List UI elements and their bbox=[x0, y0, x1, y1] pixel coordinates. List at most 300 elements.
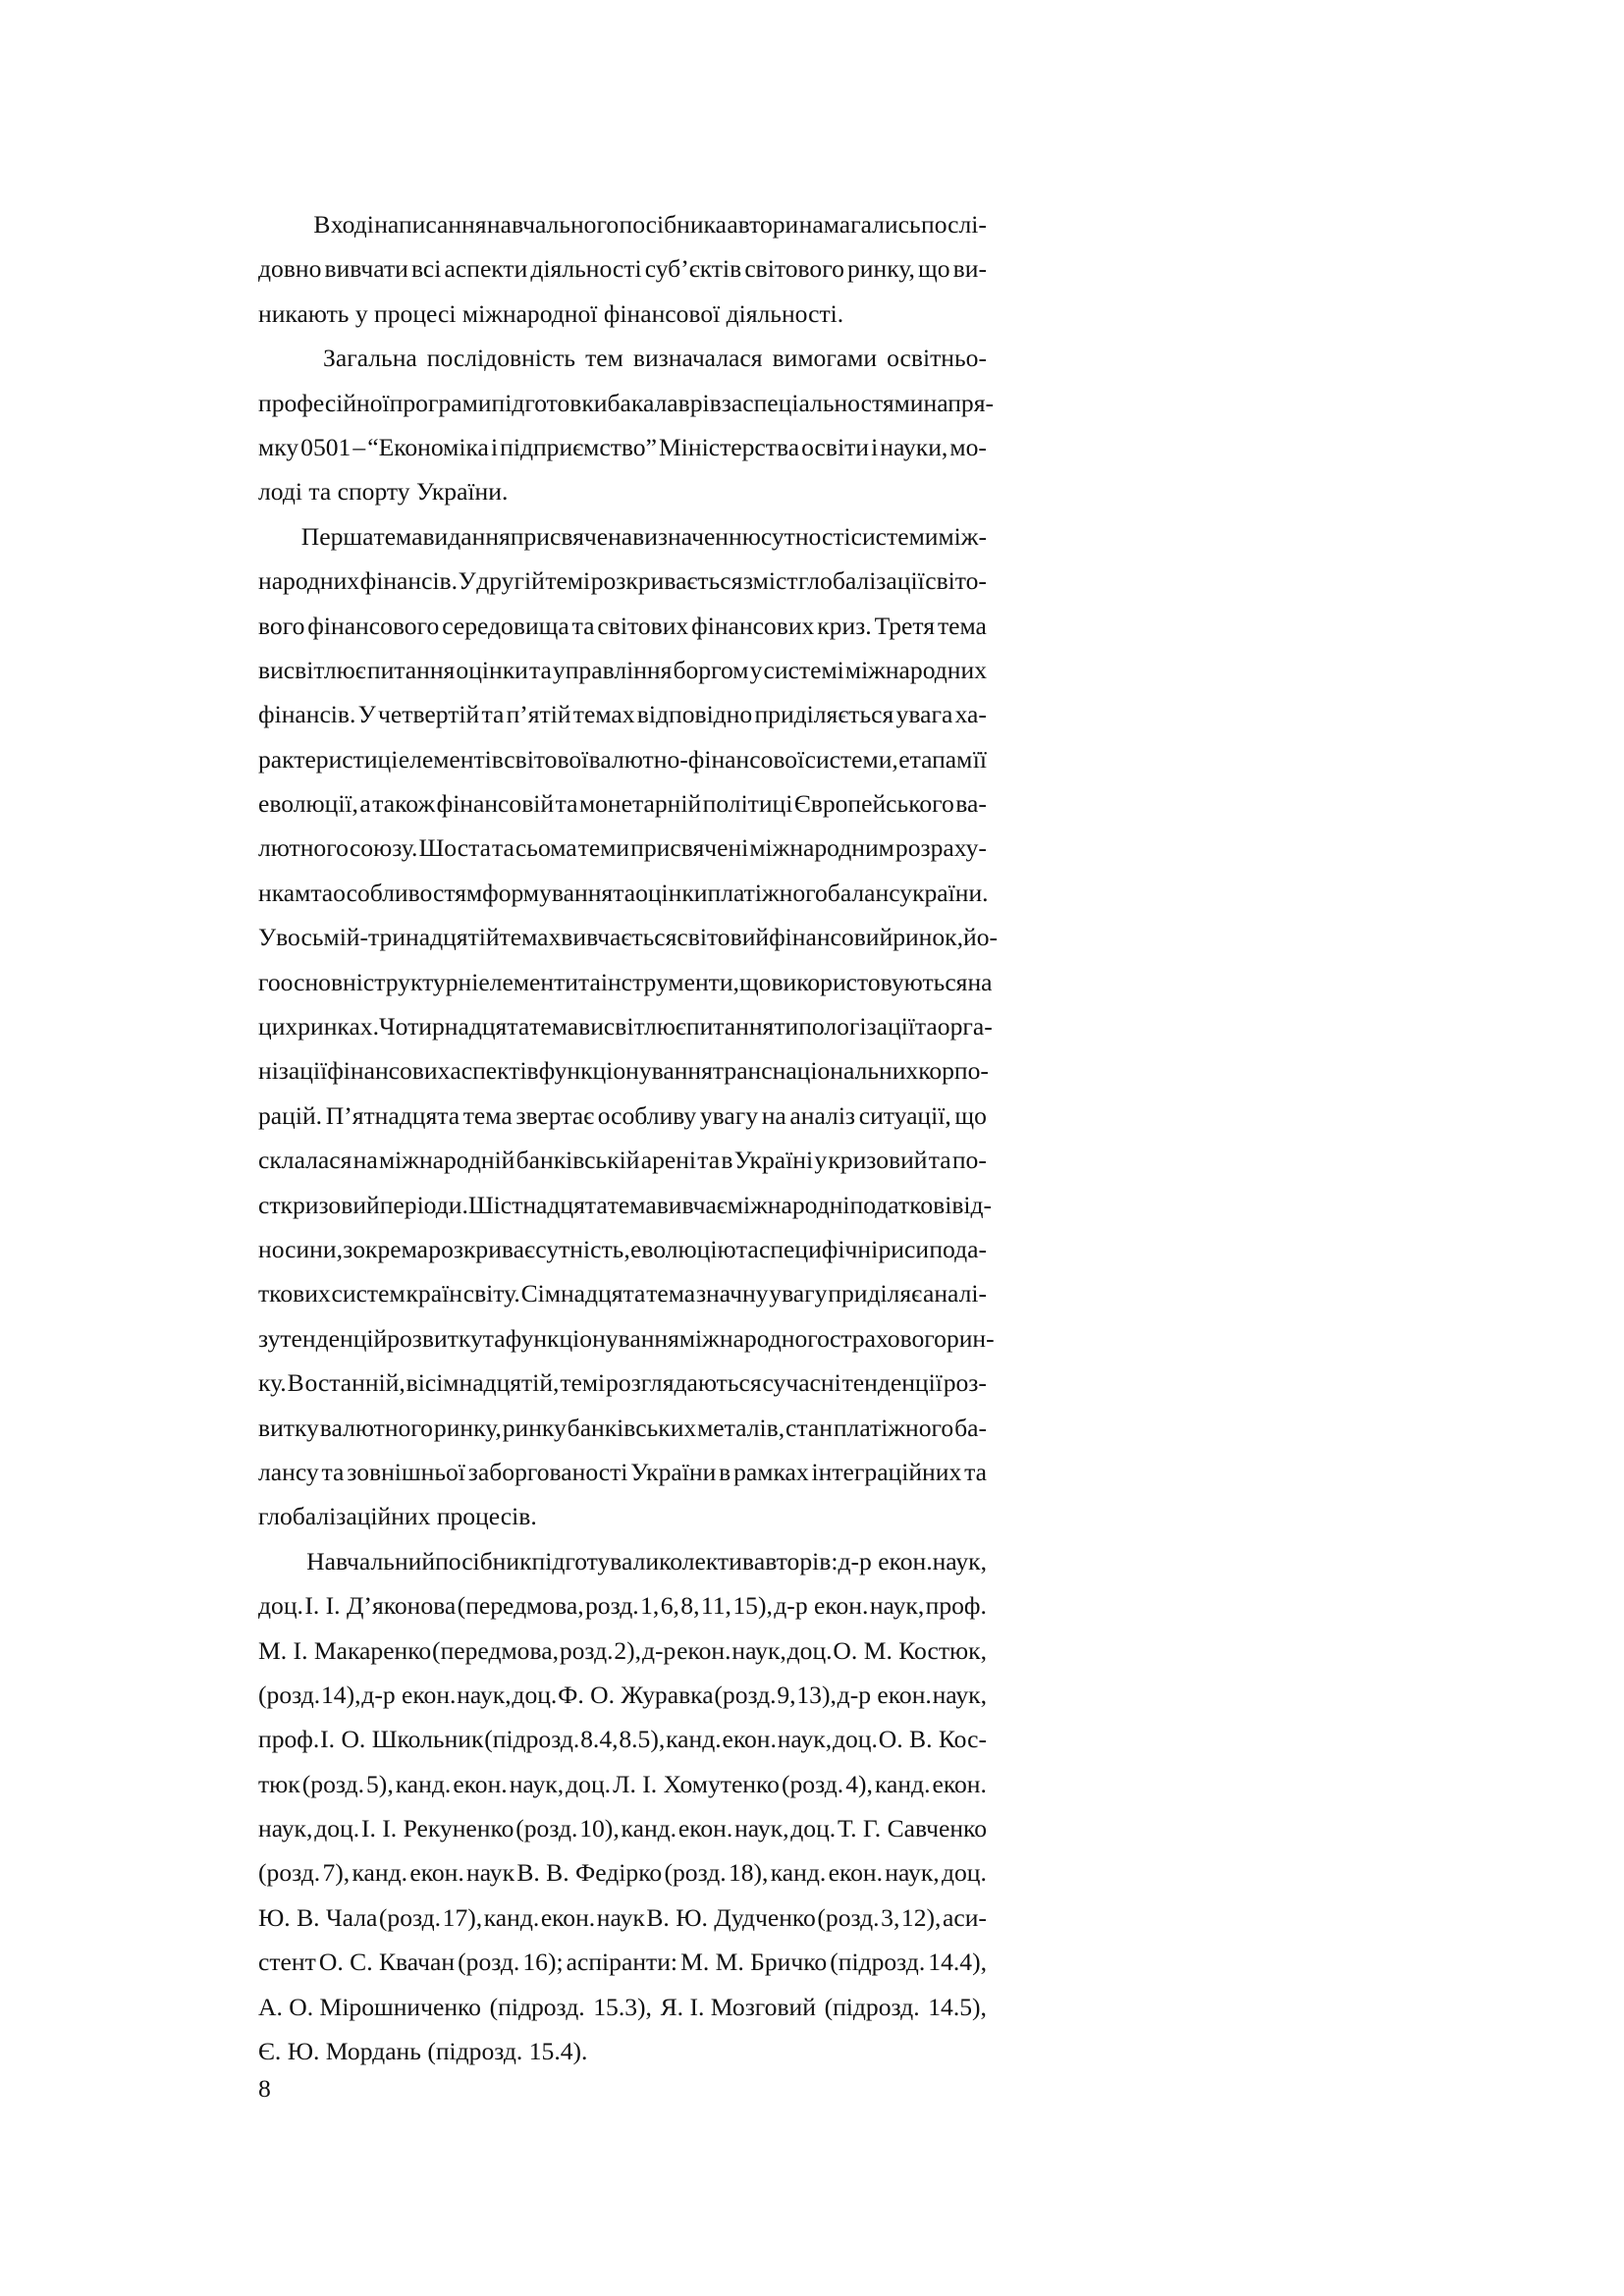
word: лютного bbox=[258, 833, 349, 863]
word: екон. bbox=[828, 1858, 883, 1888]
word: ткових bbox=[258, 1279, 331, 1308]
word: написання bbox=[374, 210, 487, 239]
word: розд. bbox=[585, 1591, 639, 1621]
text-line bbox=[258, 1806, 987, 1850]
word: 8, bbox=[680, 1591, 700, 1621]
word: світо- bbox=[925, 566, 987, 596]
word: 8.4, bbox=[580, 1725, 619, 1754]
word: канд. bbox=[874, 1769, 931, 1798]
text-line bbox=[258, 1450, 987, 1494]
text-line bbox=[258, 1271, 987, 1315]
word: (підрозд. bbox=[484, 1725, 580, 1754]
word: риси bbox=[878, 1234, 930, 1263]
word: наук, bbox=[869, 1591, 925, 1621]
word: доц. bbox=[566, 1769, 612, 1798]
word: політиці bbox=[702, 789, 793, 819]
word: О. М. Костюк, bbox=[833, 1635, 987, 1665]
word: банківських bbox=[567, 1413, 697, 1442]
word: автори bbox=[727, 210, 799, 239]
word: увагу bbox=[769, 1279, 828, 1308]
word: балансу bbox=[827, 878, 913, 907]
word: відповідно bbox=[636, 700, 753, 729]
word: висвітлює bbox=[258, 655, 366, 684]
text-line bbox=[258, 246, 987, 291]
text-line bbox=[258, 1717, 987, 1761]
word: 14.5), bbox=[928, 1992, 987, 2021]
word: та bbox=[310, 878, 334, 907]
word: п’ятій bbox=[506, 700, 571, 729]
word: вивчати bbox=[324, 254, 408, 284]
word: корпо- bbox=[918, 1056, 989, 1086]
word: ба- bbox=[954, 1413, 987, 1442]
text-line bbox=[258, 425, 987, 469]
word: фінансів. bbox=[359, 566, 459, 596]
word: її bbox=[972, 744, 987, 774]
word: склалася bbox=[258, 1146, 352, 1175]
word: еволюції, bbox=[258, 789, 358, 819]
word: і bbox=[490, 432, 499, 461]
word: восьмій-тринадцятій bbox=[276, 923, 500, 952]
word: та bbox=[914, 1012, 938, 1041]
word: платіжного bbox=[833, 1413, 954, 1442]
word: тюк bbox=[258, 1769, 300, 1798]
word: наук, bbox=[509, 1769, 565, 1798]
word: присвячені bbox=[630, 833, 749, 863]
word: фінансовій bbox=[436, 789, 555, 819]
word: канд. bbox=[483, 1902, 540, 1932]
word: підготували bbox=[531, 1546, 660, 1575]
word: М. М. Бричко bbox=[680, 1948, 828, 1977]
word: підприємство” bbox=[500, 432, 657, 461]
word: В. Ю. Дудченко bbox=[646, 1902, 816, 1932]
text-line bbox=[258, 381, 995, 425]
word: між- bbox=[938, 521, 987, 551]
word: міжнародним bbox=[749, 833, 894, 863]
word: кризовий bbox=[828, 1146, 928, 1175]
text-line: Є. Ю. Мордань (підрозд. 15.4). bbox=[258, 2037, 588, 2066]
word: д-р екон. bbox=[774, 1591, 869, 1621]
word: середовища bbox=[442, 611, 569, 640]
word: податкові bbox=[849, 1190, 952, 1219]
word: Ю. В. Чала bbox=[258, 1902, 378, 1932]
word: наук, bbox=[457, 1680, 512, 1709]
word: транснаціональних bbox=[712, 1056, 919, 1086]
word: та bbox=[697, 1146, 721, 1175]
word: та bbox=[577, 967, 601, 996]
word: намагались bbox=[798, 210, 921, 239]
word: розкриває bbox=[428, 1234, 536, 1263]
text-line bbox=[258, 514, 987, 559]
word: а bbox=[359, 789, 371, 819]
word: рамках bbox=[733, 1457, 809, 1486]
word: доц. bbox=[314, 1814, 360, 1843]
word: розвитку bbox=[387, 1323, 483, 1353]
word: міжнародній bbox=[378, 1146, 515, 1175]
text-line bbox=[258, 1940, 987, 1984]
word: Навчальний bbox=[306, 1546, 436, 1575]
word: системи, bbox=[804, 744, 898, 774]
word: аналі- bbox=[922, 1279, 987, 1308]
word: тенденції bbox=[841, 1368, 943, 1398]
word: ку. bbox=[258, 1368, 287, 1398]
word: екон. bbox=[722, 1725, 777, 1754]
word: на bbox=[352, 1146, 378, 1175]
word: другій bbox=[476, 566, 545, 596]
word: (підрозд. bbox=[824, 1992, 920, 2021]
word: 11, bbox=[700, 1591, 731, 1621]
word: оцінки bbox=[456, 655, 528, 684]
word: 14), bbox=[320, 1680, 361, 1709]
word: арені bbox=[640, 1146, 697, 1175]
word: ситуації, bbox=[858, 1100, 951, 1130]
paragraph bbox=[258, 336, 995, 514]
word: фінансів. bbox=[258, 700, 356, 729]
word: темі bbox=[560, 1368, 606, 1398]
text-line: глобалізаційних процесів. bbox=[258, 1502, 537, 1531]
word: І. І. Д’яконова bbox=[304, 1591, 457, 1621]
word: що bbox=[954, 1100, 987, 1130]
word: союзу. bbox=[349, 833, 418, 863]
word: металів, bbox=[697, 1413, 785, 1442]
word: 16); bbox=[522, 1948, 564, 1977]
word: (розд. bbox=[458, 1948, 520, 1977]
word: проф. bbox=[925, 1591, 987, 1621]
word: боргом bbox=[673, 655, 749, 684]
word: мо- bbox=[949, 432, 987, 461]
word: фінансового bbox=[307, 611, 440, 640]
word: та bbox=[492, 833, 514, 863]
word: аспіранти: bbox=[566, 1948, 678, 1977]
word: валютного bbox=[319, 1413, 433, 1442]
word: (розд. bbox=[301, 1769, 364, 1798]
word: вивчає bbox=[656, 1190, 728, 1219]
word: “Економіка bbox=[367, 432, 489, 461]
word: ході bbox=[330, 210, 374, 239]
text-line bbox=[258, 1227, 987, 1271]
word: професійної bbox=[258, 388, 390, 417]
word: Третя bbox=[874, 611, 936, 640]
word: платіжного bbox=[707, 878, 828, 907]
word: освітньо- bbox=[887, 344, 987, 373]
word: останній, bbox=[304, 1368, 406, 1398]
word: на bbox=[967, 967, 993, 996]
word: розкривається bbox=[590, 566, 743, 596]
word: екон. bbox=[932, 1769, 987, 1798]
word: тема bbox=[646, 1279, 696, 1308]
word: тема bbox=[373, 521, 423, 551]
word: П’ятнадцята bbox=[325, 1100, 460, 1130]
text-line bbox=[258, 1138, 987, 1182]
word: О. В. Кос- bbox=[878, 1725, 987, 1754]
word: функціонування bbox=[538, 1056, 713, 1086]
word: світовий bbox=[677, 923, 770, 952]
word: 14.4), bbox=[928, 1948, 987, 1977]
word: та bbox=[928, 1146, 951, 1175]
word: міжнародні bbox=[727, 1190, 850, 1219]
word: ринку, bbox=[433, 1413, 502, 1442]
word: – bbox=[352, 432, 366, 461]
word: інструменти, bbox=[600, 967, 739, 996]
word: висвітлює bbox=[578, 1012, 686, 1041]
word: (розд. bbox=[781, 1769, 844, 1798]
word: 13), bbox=[796, 1680, 837, 1709]
word: У bbox=[458, 566, 476, 596]
word: д-р bbox=[641, 1635, 677, 1665]
word: сутність, bbox=[535, 1234, 630, 1263]
text-line bbox=[258, 826, 987, 870]
word: системі bbox=[763, 655, 844, 684]
word: ринок, bbox=[893, 923, 964, 952]
word: основні bbox=[280, 967, 363, 996]
word: за bbox=[721, 388, 743, 417]
word: канд. bbox=[666, 1725, 722, 1754]
word: І. О. Школьник bbox=[320, 1725, 484, 1754]
word: приділяє bbox=[828, 1279, 923, 1308]
word: та bbox=[555, 789, 578, 819]
word: діяльності bbox=[530, 254, 642, 284]
word: визначалася bbox=[632, 344, 763, 373]
word: Україні bbox=[733, 1146, 814, 1175]
word: світової bbox=[504, 744, 589, 774]
word: наук bbox=[596, 1902, 645, 1932]
text-line bbox=[258, 1094, 987, 1138]
word: 10), bbox=[579, 1814, 620, 1843]
text-line bbox=[258, 1048, 987, 1093]
word: пода- bbox=[929, 1234, 987, 1263]
word: присвячена bbox=[510, 521, 633, 551]
word: 3, bbox=[881, 1902, 900, 1932]
text-line bbox=[258, 1896, 987, 1940]
word: країни. bbox=[912, 878, 989, 907]
word: послідовність bbox=[426, 344, 576, 373]
word: та bbox=[964, 1457, 987, 1486]
word: елементів bbox=[398, 744, 504, 774]
word: Л. І. Хомутенко bbox=[613, 1769, 780, 1798]
word: колектив bbox=[659, 1546, 754, 1575]
word: Міністерства bbox=[659, 432, 800, 461]
text-line: лоді та спорту України. bbox=[258, 477, 509, 507]
word: страхового bbox=[829, 1323, 947, 1353]
word: доц. bbox=[790, 1814, 837, 1843]
text-line bbox=[258, 1850, 987, 1895]
word: наук, bbox=[734, 1814, 789, 1843]
word: Чотирнадцята bbox=[379, 1012, 530, 1041]
word: розд. bbox=[559, 1635, 614, 1665]
text-line bbox=[258, 604, 987, 648]
word: визначенню bbox=[632, 521, 761, 551]
word: наук, bbox=[258, 1814, 313, 1843]
word: тенденцій bbox=[280, 1323, 388, 1353]
word: монетарній bbox=[578, 789, 702, 819]
word: еволюцію bbox=[630, 1234, 736, 1263]
word: інтеграційних bbox=[811, 1457, 962, 1486]
text-line bbox=[258, 336, 987, 380]
word: функціонування bbox=[505, 1323, 679, 1353]
word: темах bbox=[499, 923, 562, 952]
text-line bbox=[258, 960, 993, 1004]
word: систем bbox=[331, 1279, 406, 1308]
word: В. В. Федірко bbox=[516, 1858, 663, 1888]
word: науки, bbox=[880, 432, 948, 461]
text-line bbox=[258, 1316, 995, 1361]
word: навчального bbox=[486, 210, 620, 239]
paragraph bbox=[258, 202, 987, 336]
word: йо- bbox=[963, 923, 999, 952]
word: У bbox=[258, 923, 277, 952]
word: канд. bbox=[621, 1814, 677, 1843]
word: А. О. Мірошниченко bbox=[258, 1992, 481, 2021]
word: послі- bbox=[921, 210, 987, 239]
paragraph-indent bbox=[258, 1539, 306, 1583]
word: також bbox=[372, 789, 436, 819]
word: заборгованості bbox=[467, 1457, 628, 1486]
text-line bbox=[258, 1539, 987, 1583]
word: наук, bbox=[731, 1635, 786, 1665]
word: у bbox=[749, 655, 763, 684]
word: мку bbox=[258, 432, 299, 461]
word: видання bbox=[422, 521, 511, 551]
word: У bbox=[357, 700, 376, 729]
word: орга- bbox=[937, 1012, 993, 1041]
word: тема bbox=[529, 1012, 579, 1041]
word: криз. bbox=[817, 611, 872, 640]
word: (підрозд. bbox=[489, 1992, 585, 2021]
word: 6, bbox=[660, 1591, 679, 1621]
word: 4), bbox=[845, 1769, 873, 1798]
word: ринку bbox=[502, 1413, 567, 1442]
paragraph bbox=[258, 514, 999, 1539]
word: всі bbox=[411, 254, 442, 284]
word: увагу bbox=[699, 1100, 759, 1130]
word: вісімнадцятій, bbox=[406, 1368, 560, 1398]
word: 8.5), bbox=[619, 1725, 666, 1754]
word: лансу bbox=[258, 1457, 319, 1486]
word: що bbox=[738, 967, 772, 996]
word: (розд. bbox=[515, 1814, 578, 1843]
word: доц. bbox=[512, 1680, 558, 1709]
word: носини, bbox=[258, 1234, 343, 1263]
word: вивчається bbox=[561, 923, 677, 952]
word: та bbox=[321, 1457, 345, 1486]
text-line bbox=[258, 202, 987, 246]
page-body-text bbox=[258, 202, 999, 2073]
word: країн bbox=[406, 1279, 462, 1308]
word: 15), bbox=[732, 1591, 773, 1621]
word: аспектів bbox=[450, 1056, 539, 1086]
word: народних bbox=[258, 566, 360, 596]
word: наук, bbox=[777, 1725, 833, 1754]
word: та bbox=[528, 655, 552, 684]
word: та bbox=[613, 878, 636, 907]
word: екон. bbox=[453, 1769, 508, 1798]
word: зовнішньої bbox=[347, 1457, 465, 1486]
word: ринках. bbox=[298, 1012, 379, 1041]
word: (розд. bbox=[664, 1858, 727, 1888]
word: (розд. bbox=[714, 1680, 777, 1709]
word: наук bbox=[466, 1858, 515, 1888]
word: роз- bbox=[943, 1368, 987, 1398]
word: темах bbox=[572, 700, 635, 729]
paragraph bbox=[258, 1539, 987, 2074]
word: Т. Г. Савченко bbox=[838, 1814, 987, 1843]
text-line bbox=[258, 559, 987, 603]
word: 17), bbox=[442, 1902, 483, 1932]
word: Шоста bbox=[418, 833, 491, 863]
word: розраху- bbox=[894, 833, 987, 863]
word: розглядаються bbox=[606, 1368, 762, 1398]
word: (передмова, bbox=[457, 1591, 584, 1621]
word: цих bbox=[258, 1012, 298, 1041]
word: 1, bbox=[640, 1591, 660, 1621]
word: доц. bbox=[832, 1725, 878, 1754]
word: структурні bbox=[362, 967, 479, 996]
word: та bbox=[481, 700, 505, 729]
word: довно bbox=[258, 254, 322, 284]
text-line bbox=[258, 1406, 987, 1450]
word: д-р екон. bbox=[361, 1680, 457, 1709]
word: посібник bbox=[435, 1546, 532, 1575]
word: Шістнадцята bbox=[467, 1190, 608, 1219]
word: світу. bbox=[462, 1279, 520, 1308]
word: Перша bbox=[300, 521, 374, 551]
word: стан bbox=[785, 1413, 833, 1442]
word: рин- bbox=[946, 1323, 995, 1353]
word: проф. bbox=[258, 1725, 320, 1754]
word: світових bbox=[597, 611, 689, 640]
word: програми bbox=[389, 388, 492, 417]
word: фінансових bbox=[691, 611, 815, 640]
word: го bbox=[258, 967, 281, 996]
word: (передмова, bbox=[432, 1635, 559, 1665]
word: Загальна bbox=[323, 344, 417, 373]
word: валютно-фінансової bbox=[588, 744, 805, 774]
word: особливу bbox=[597, 1100, 697, 1130]
word: Сімнадцята bbox=[520, 1279, 646, 1308]
word: зміст bbox=[742, 566, 798, 596]
text-line bbox=[258, 648, 987, 692]
word: І. І. Рекуненко bbox=[360, 1814, 514, 1843]
word: зокрема bbox=[343, 1234, 428, 1263]
word: освіти bbox=[801, 432, 869, 461]
word: стент bbox=[258, 1948, 316, 1977]
word: Ф. О. Журавка bbox=[558, 1680, 714, 1709]
page-number: 8 bbox=[258, 2074, 271, 2103]
word: тем bbox=[585, 344, 623, 373]
word: використовуються bbox=[771, 967, 968, 996]
word: по- bbox=[951, 1146, 987, 1175]
word: суб’єктів bbox=[644, 254, 742, 284]
word: 7), bbox=[322, 1858, 351, 1888]
word: зу bbox=[258, 1323, 281, 1353]
word: М. І. Макаренко bbox=[258, 1635, 432, 1665]
word: сткризовий bbox=[258, 1190, 380, 1219]
word: доц. bbox=[786, 1635, 833, 1665]
word: аси- bbox=[942, 1902, 987, 1932]
word: вимогами bbox=[772, 344, 878, 373]
text-line bbox=[258, 1629, 987, 1673]
word: рактеристиці bbox=[258, 744, 399, 774]
word: Я. І. Мозговий bbox=[660, 1992, 816, 2021]
paragraph-indent bbox=[258, 336, 313, 380]
word: ринку, bbox=[847, 254, 915, 284]
word: та bbox=[735, 1234, 759, 1263]
word: екон. bbox=[540, 1902, 596, 1932]
word: специфічні bbox=[759, 1234, 879, 1263]
word: увага bbox=[895, 700, 953, 729]
word: світового bbox=[744, 254, 844, 284]
word: витку bbox=[258, 1413, 319, 1442]
word: теми bbox=[577, 833, 630, 863]
